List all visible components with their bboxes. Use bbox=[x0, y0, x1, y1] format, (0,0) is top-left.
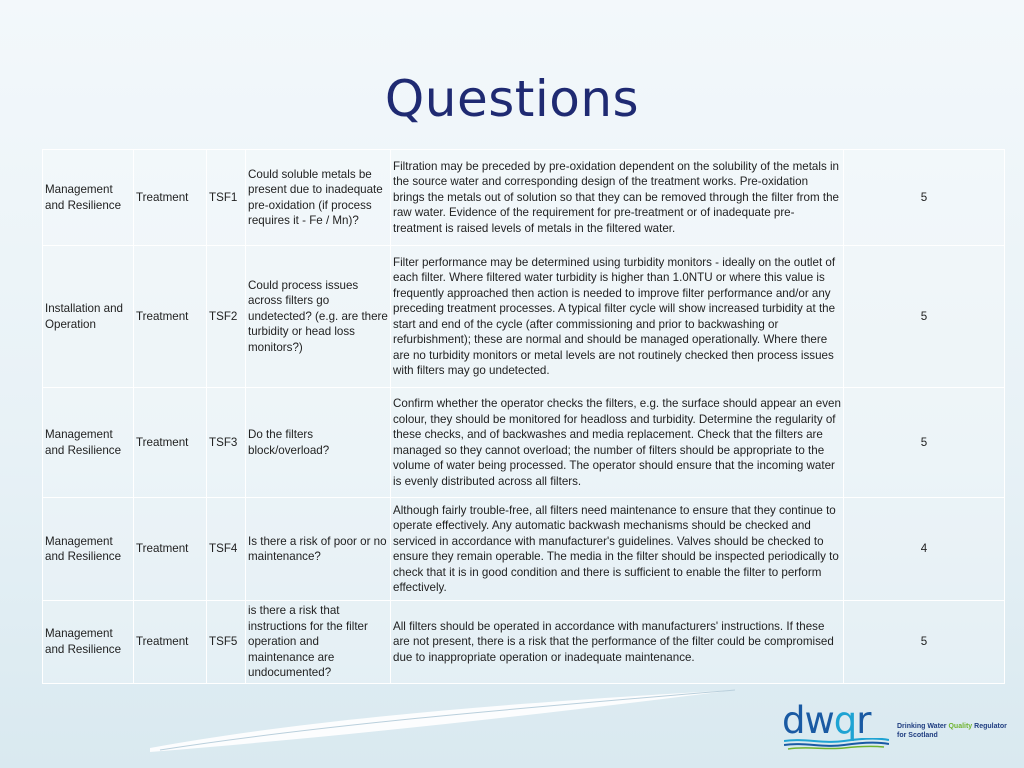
group-cell: Treatment bbox=[134, 388, 207, 498]
code-cell: TSF5 bbox=[207, 601, 246, 684]
table-row bbox=[43, 601, 1005, 684]
group-cell: Treatment bbox=[134, 150, 207, 246]
score-cell: 5 bbox=[844, 246, 1005, 388]
score-cell: 5 bbox=[844, 388, 1005, 498]
logo-text-q: q bbox=[833, 699, 857, 742]
tagline-part-c: Regulator bbox=[972, 723, 1007, 730]
area-cell: Management and Resilience bbox=[43, 388, 134, 498]
tagline-part-b: Quality bbox=[948, 723, 973, 730]
logo-text-r: r bbox=[856, 699, 871, 742]
guidance-cell: Filter performance may be determined using turbidity monitors - ideally on the outlet of each filter. Where filtered water turbidity is higher than 1.0NTU or where this value is frequently approached then action is needed to improve filter performance and/or any preceding treatment processes. A typical filter cycle will show increased turbidity at the start and end of the cycle (after commissioning and prior to backwashing or refurbishment); these are normal and should be managed operationally. Where there are no turbidity monitors or metal levels are not routinely checked then process issues with filters may go undetected. bbox=[391, 246, 844, 388]
area-cell: Management and Resilience bbox=[43, 498, 134, 601]
group-cell: Treatment bbox=[134, 498, 207, 601]
tagline-part-a: Drinking Water bbox=[897, 723, 949, 730]
guidance-cell: All filters should be operated in accordance with manufacturers' instructions. If these are not present, there is a risk that the performance of the filter could be compromised due to inappropriate operation or inadequate maintenance. bbox=[391, 601, 844, 684]
area-cell: Management and Resilience bbox=[43, 601, 134, 684]
table-row bbox=[43, 150, 1005, 246]
group-cell: Treatment bbox=[134, 601, 207, 684]
questions-table bbox=[42, 149, 1005, 684]
area-cell: Management and Resilience bbox=[43, 150, 134, 246]
guidance-cell: Confirm whether the operator checks the filters, e.g. the surface should appear an even colour, they should be monitored for headloss and turbidity. Determine the regularity of these checks, and of backwashes and media replacement. Check that the filters are managed so they cannot overload; the number of filters should be appropriate to the volume of water being processed. The operator should ensure that the incoming water is evenly distributed across all filters. bbox=[391, 388, 844, 498]
page-title: Questions bbox=[384, 70, 640, 128]
tagline-line2: for Scotland bbox=[897, 732, 938, 739]
guidance-cell: Filtration may be preceded by pre-oxidation dependent on the solubility of the metals in the source water and corresponding design of the treatment works. Pre-oxidation brings the metals out of solution so that they can be removed through the filter from the raw water. Evidence of the requirement for pre-treatment or of inadequate pre-treatment is raised levels of metals in the filtered water. bbox=[391, 150, 844, 246]
score-cell: 5 bbox=[844, 150, 1005, 246]
score-cell: 5 bbox=[844, 601, 1005, 684]
logo-wordmark bbox=[782, 699, 871, 742]
score-cell: 4 bbox=[844, 498, 1005, 601]
question-cell: Could soluble metals be present due to inadequate pre-oxidation (if process requires it - Fe / Mn)? bbox=[246, 150, 391, 246]
logo-waves-icon bbox=[784, 738, 889, 750]
logo-tagline bbox=[897, 722, 1007, 740]
question-cell: Is there a risk of poor or no maintenance? bbox=[246, 498, 391, 601]
table-row bbox=[43, 388, 1005, 498]
code-cell: TSF2 bbox=[207, 246, 246, 388]
question-cell: is there a risk that instructions for the filter operation and maintenance are undocumented? bbox=[246, 601, 391, 684]
group-cell: Treatment bbox=[134, 246, 207, 388]
logo-text-dw: dw bbox=[782, 699, 834, 742]
code-cell: TSF1 bbox=[207, 150, 246, 246]
question-cell: Could process issues across filters go undetected? (e.g. are there turbidity or head loss monitors?) bbox=[246, 246, 391, 388]
dwqr-logo bbox=[782, 699, 1012, 750]
question-cell: Do the filters block/overload? bbox=[246, 388, 391, 498]
code-cell: TSF3 bbox=[207, 388, 246, 498]
code-cell: TSF4 bbox=[207, 498, 246, 601]
guidance-cell: Although fairly trouble-free, all filters need maintenance to ensure that they continue to operate effectively. Any automatic backwash mechanisms should be checked and serviced in accordance with manufacturer's guidelines. Valves should be checked to ensure they remain operable. The media in the filter should be inspected periodically to check that it is in good condition and there is sufficient to enable the filter to perform effectively. bbox=[391, 498, 844, 601]
table-row bbox=[43, 246, 1005, 388]
area-cell: Installation and Operation bbox=[43, 246, 134, 388]
table-row bbox=[43, 498, 1005, 601]
